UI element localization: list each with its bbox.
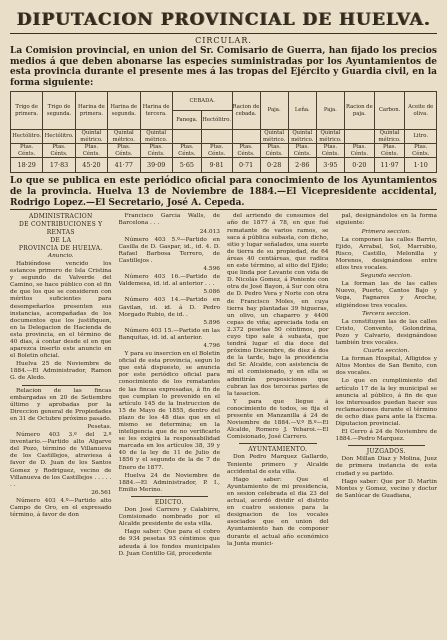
currency-cell: Ptas. Cénts. bbox=[232, 144, 260, 158]
price-cell: 2·86 bbox=[288, 158, 316, 173]
article-columns bbox=[10, 213, 437, 605]
paragraph: Número 403 5.º—Partido en Casilla de D. Gaspar, id., id. 4. D. Rafael Barbosa Terrero, de Castillejos . bbox=[118, 236, 220, 264]
unit-cell bbox=[344, 130, 374, 144]
cebada-group-header: CEBADA. bbox=[172, 92, 232, 111]
price-cell: 39·09 bbox=[140, 158, 172, 173]
paragraph: Habiéndose vencido los estancos primero de Isla Cristina y segundo de Valverde del Camino, se hace público con el fin de que los que se consideren con méritos suficientes para desempeñarlos presenten sus instancias, acompañadas de los documentos que los justifiquen, en la Delegacion de Hacienda de esta provincia, en el término de 40 dias, á contar desde el en que aparezca inserto este anuncio en el Boletin oficial. bbox=[10, 260, 112, 360]
header-cell: Fanega. bbox=[172, 111, 201, 130]
header-cell: Paja. bbox=[316, 92, 344, 130]
paragraph: Número 403 16.—Partido de Valdemesa, id. id. al anterior . . . bbox=[118, 274, 220, 288]
header-cell: Trigo de primera. bbox=[11, 92, 43, 130]
prices-currency-row bbox=[11, 144, 437, 158]
intro-paragraph bbox=[10, 46, 437, 88]
separator bbox=[22, 385, 100, 386]
paragraph: pal, designándolos en la forma siguiente: bbox=[335, 213, 437, 227]
unit-cell bbox=[232, 130, 260, 144]
subheading: Tercera seccion. bbox=[362, 310, 411, 317]
column-heading: DE LA bbox=[50, 236, 72, 244]
header-cell: Aceite de oliva. bbox=[405, 92, 437, 130]
paragraph: Número 403 4.º—Partido alto Campo de Oro, en el expresado término, á favor de don bbox=[10, 497, 112, 519]
paragraph: Huelva 24 de Noviembre de 1884.—El Administrador, P. I., Emilio Merino. bbox=[118, 472, 220, 493]
header-cell: Leña. bbox=[288, 92, 316, 130]
unit-cell: Quintal métrico. bbox=[316, 130, 344, 144]
pesetas-label: Pesetas. bbox=[87, 424, 112, 431]
header-cell: Racion de cebada. bbox=[232, 92, 260, 130]
paragraph: Y para su insercion en el Boletin oficial de esta provincia, segun lo que está dispuesto, se anuncia por este periódico oficial para conocimiento de los rematantes de las fincas expresadas, á fin de que cumplan lo prevenido en el artículo 145 de la Instruccion de 15 de Mayo de 1855, dentro del plazo de los 48 dias que en el mismo se determina; en la inteligencia que de no verificarlo se les exigirá la responsabilidad marcada en los artículos 38, 39 y 40 de la ley de 11 de Julio de 1856 y el segundo de la de 7 de Enero de 1877. bbox=[118, 351, 220, 471]
unit-cell bbox=[201, 130, 232, 144]
header-cell: Hectólitro. bbox=[201, 111, 232, 130]
prices-units-row bbox=[11, 130, 437, 144]
column-1 bbox=[10, 213, 112, 605]
paragraph: Don Pedro Marquez Gallardo, Teniente primero y Alcalde accidental de esta villa. bbox=[227, 454, 329, 475]
column-2 bbox=[119, 213, 221, 605]
currency-cell: Ptas. Cénts. bbox=[140, 144, 172, 158]
currency-cell: Ptas. Cénts. bbox=[201, 144, 232, 158]
decree-rule bbox=[10, 209, 437, 210]
price-cell: 0·28 bbox=[260, 158, 288, 173]
currency-cell: Ptas. Cénts. bbox=[43, 144, 75, 158]
subheading: Anuncio. bbox=[47, 252, 74, 259]
unit-cell: Quintal métrico. bbox=[140, 130, 172, 144]
unit-cell: Quintal métrico. bbox=[260, 130, 288, 144]
header-cell: Harina de primera. bbox=[75, 92, 107, 130]
column-4 bbox=[336, 213, 438, 605]
intro-text: La Comision provincial, en union del Sr. Comisario de Guerra, han fijado los precios medios á que deben abonarse las especies suministradas por los Ayuntamientos de esta provincia durante el presente mes á las tropas del Ejército y Guardia civil, en la forma siguiente: bbox=[10, 46, 437, 88]
subheading: Cuarta seccion. bbox=[363, 348, 410, 355]
paragraph: del arriendo de consumos del año de 1877 á 78, en que fué rematante de varios ramos, se saca á pública subasta, con dicho, sitio y lugar señalados, una suerte de tierra de su propiedad, de 64 áreas 40 centiáreas, que radica en este término, al sitio del Ejido; que linda por Levante con vida de D. Nicolás Gomez, á Poniente con otra de José Bayon, á Sur con otra de D. Pedro Vera y Norte con otra de Francisco Moles, en cuya tierra hay plantadas 39 higueras, un olivo, un chaparro y 4400 cepas de viña; apreciada toda en 2.372 pesetas 50 céntimos, por cuyo tipo sale á subasta, que tendrá lugar el dia doce del próximo Diciembre, de diez á dos de la tarde, bajo la presidencia del Sr. Alcalde, con asistencia de mí el comisionado, y en ella se admitirán proposiciones que cubran las dos terceras partes de la tasacion. bbox=[227, 213, 329, 397]
paragraph: Hago saber: Que el Ayuntamiento de mi presidencia, en sesion celebrada el dia 23 del actual, acordó dividir el distrito en cuatro sesiones para la designacion de los vocales asociados que en union del Ayuntamiento han de componer durante el actual año económico la Junta munici- bbox=[227, 476, 329, 547]
amount: 5.086 bbox=[203, 289, 220, 296]
price-cell: 3·95 bbox=[316, 158, 344, 173]
header-cell: Harina de tercera. bbox=[140, 92, 172, 130]
currency-cell: Ptas. Cénts. bbox=[108, 144, 140, 158]
column-heading: ADMINISTRACION bbox=[28, 213, 93, 221]
amount: 4.596 bbox=[203, 266, 220, 273]
header-cell: Racion de paja. bbox=[344, 92, 374, 130]
separator bbox=[239, 443, 317, 444]
currency-cell: Ptas. Cénts. bbox=[172, 144, 201, 158]
price-cell: 18·29 bbox=[11, 158, 43, 173]
currency-cell: Ptas. Cénts. bbox=[374, 144, 405, 158]
currency-cell: Ptas. Cénts. bbox=[75, 144, 107, 158]
currency-cell: Ptas. Cénts. bbox=[11, 144, 43, 158]
currency-cell: Ptas. Cénts. bbox=[288, 144, 316, 158]
subheading: Segunda seccion. bbox=[360, 273, 412, 280]
column-heading: PROVINCIA DE HUELVA. bbox=[18, 244, 103, 252]
paragraph: Relacion de las fincas embargadas en 20 de Setiembre último y aprobadas por la Direccion general de Propiedades en 31 de Octubre próximo pasado. bbox=[10, 387, 112, 422]
paragraph: Huelva 25 de Noviembre de 1884.—El Administrador, Ramon G. de Aledo. bbox=[10, 361, 112, 382]
price-cell: 45·20 bbox=[75, 158, 107, 173]
paragraph: Y para que llegue á conocimiento de todos, se fija el presente en Manzanilla á 24 de Noviembre de 1884.—V.º B.º—El Alcalde, Romero J. Yebaroi.—El Comisionado, José Carrero. bbox=[227, 398, 329, 441]
decree-paragraph bbox=[10, 176, 437, 208]
unit-cell: Quintal métrico. bbox=[288, 130, 316, 144]
currency-cell: Ptas. Cénts. bbox=[344, 144, 374, 158]
paragraph: Lo que en cumplimiento del artículo 17 de la ley municipal se anuncia al público, á fin de que los interesados puedan hacer sus reclamaciones durante el término de ocho dias para ante la Excma. Diputacion provincial. bbox=[335, 378, 437, 428]
unit-cell: Quintal métrico. bbox=[75, 130, 107, 144]
paragraph: La constituyen las de las calles Cristo, Convento, Golondrina, Pozo y Calvario, designándose también tres vocales. bbox=[335, 318, 437, 346]
currency-cell: Ptas. Cénts. bbox=[405, 144, 437, 158]
price-cell: 0·71 bbox=[232, 158, 260, 173]
price-cell: 41·77 bbox=[108, 158, 140, 173]
masthead-rule bbox=[10, 33, 437, 34]
paragraph: Hago saber: Que por D. Martin Montes y Gomez, vecino y doctor de Sanlúcar de Guadiana, bbox=[335, 478, 437, 499]
unit-cell: Hectólitro. bbox=[43, 130, 75, 144]
masthead: DIPUTACION PROVINCIAL DE HUELVA. bbox=[16, 10, 431, 30]
header-cell: Paja. bbox=[260, 92, 288, 130]
paragraph: Número 403 15.—Partido en las Banquitas, id. id. al anterior. bbox=[118, 327, 220, 341]
prices-table bbox=[10, 91, 437, 173]
amount: 26.561 bbox=[91, 489, 112, 496]
paragraph: Número 403 14.—Partido en Gavilan, id. id. á D. Pedro Morgado Rubio, de id. . bbox=[118, 297, 220, 318]
separator bbox=[131, 496, 209, 497]
paragraph: La forman las de las calles Nuevo, Puerto, Cantos Bajo y Vega, Fagnares y Aroche, eligiéndose tres vocales. bbox=[335, 281, 437, 309]
price-cell: 1·10 bbox=[405, 158, 437, 173]
amount: 5.896 bbox=[203, 319, 220, 326]
paragraph: El Cerro á 24 de Noviembre de 1884.—Pedro Marquez. bbox=[335, 429, 437, 443]
paragraph: Don José Carrero y Calabirre, Comisionado nombrado por el Alcalde presidente de esta villa. bbox=[118, 507, 220, 528]
unit-cell: Quintal métrico. bbox=[108, 130, 140, 144]
header-cell: Harina de segunda. bbox=[108, 92, 140, 130]
price-cell: 17·83 bbox=[43, 158, 75, 173]
currency-cell: Ptas. Cénts. bbox=[316, 144, 344, 158]
unit-cell: Hectólitro. bbox=[11, 130, 43, 144]
section-heading: EDICTO. bbox=[154, 498, 184, 506]
column-heading: DE CONTRIBUCIONES Y RENTAS bbox=[19, 221, 103, 236]
paragraph: Hago saber: Que para el cobro de 934 pesetas 93 céntimos que adeuda á los fondos municipales D. Juan Centillo Gil, procedente bbox=[118, 529, 220, 557]
price-cell: 9·81 bbox=[201, 158, 232, 173]
decree-text: Lo que se publica en este periódico oficial para conocimiento de los Ayuntamientos de la provincia. Huelva 13 de Noviembre de 1884.—El Vicepresidente accidental, Rodrigo Lopez.—El Secretario, José A. Cepeda. bbox=[10, 176, 437, 208]
header-cell: Carbon. bbox=[374, 92, 405, 130]
paragraph: Número 403 3.º del 2.º inventario.—Partido alto Algarve del Pozo, término de Villanueva de los Castillejos, atraviesa á favor de D. Juan de los Santos Gomez y Rodriguez, vecino de Villanueva de los Castillejos . . . . . . . bbox=[10, 432, 112, 488]
header-cell: Trigo de segunda. bbox=[43, 92, 75, 130]
price-cell: 11·97 bbox=[374, 158, 405, 173]
column-3 bbox=[227, 213, 329, 605]
amount: 4.796 bbox=[203, 342, 220, 349]
prices-values-row bbox=[11, 158, 437, 173]
prices-header-row bbox=[11, 92, 437, 111]
section-heading: AYUNTAMIENTO. bbox=[248, 446, 308, 454]
section-heading: JUZGADOS. bbox=[366, 448, 406, 456]
amount: 24.013 bbox=[199, 228, 220, 235]
unit-cell: Quintal métrico. bbox=[374, 130, 405, 144]
price-cell: 5·65 bbox=[172, 158, 201, 173]
subheading: Primera seccion. bbox=[361, 228, 411, 235]
price-cell: 0·20 bbox=[344, 158, 374, 173]
unit-cell: Litro. bbox=[405, 130, 437, 144]
separator bbox=[348, 445, 426, 446]
section-title: CIRCULAR. bbox=[195, 36, 252, 45]
paragraph: La forman Hospital, Afligidos y Altos Montes de San Benito, con dos vocales. bbox=[335, 356, 437, 377]
unit-cell bbox=[172, 130, 201, 144]
paragraph: Don Millan Diaz y Molina, Juez de primera instancia de esta ciudad y su partido. bbox=[335, 456, 437, 477]
paragraph: Francisco García Walls, de Barcelona . . . bbox=[118, 213, 220, 227]
currency-cell: Ptas. Cénts. bbox=[260, 144, 288, 158]
paragraph: La componen las calles Barrio, Ejido, Arrabal, Sol, Marrubio, Risco, Castillo, Melonilla y Morenos, designándose entre ellos tres vocales. bbox=[335, 236, 437, 272]
